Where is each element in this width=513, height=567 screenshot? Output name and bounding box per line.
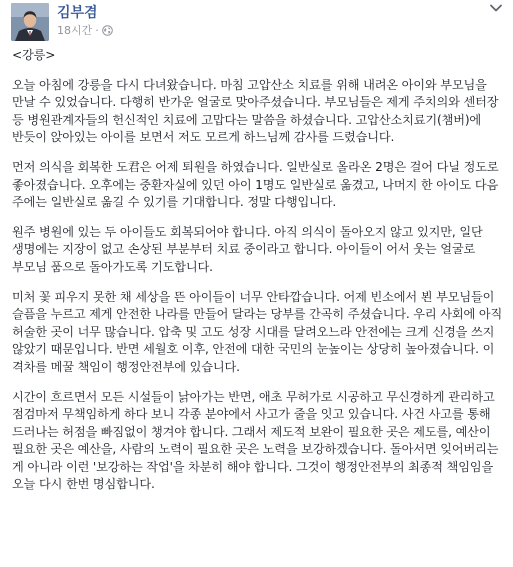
post-paragraph: 시간이 흐르면서 모든 시설들이 낡아가는 반면, 애초 무허가로 시공하고 무신경하게 관리하고 점검마저 무책임하게 하다 보니 각종 분야에서 사고가 줄을 잇고 있습니다. 사건 사고를 통해 드러나는 허점을 빠짐없이 챙겨야 합니다. 그래서 제도적 보완이 필요한 곳은 제도를, 예산이 필요한 곳은 예산을, 사람의 노력이 필요한 곳은 노력을 보강하겠습니다. 돌아서면 잊어버리는 게 아니라 이런 '보강하는 작업'을 차분히 해야 합니다. 그것이 행정안전부의 최종적 책임임을 오늘 다시 한번 명심합니다. xyxy=(12,389,499,492)
meta-separator: · xyxy=(95,23,99,37)
post-paragraph: 원주 병원에 있는 두 아이들도 회복되어야 합니다. 아직 의식이 돌아오지 않고 있지만, 일단 생명에는 지장이 없고 손상된 부분부터 치료 중이라고 합니다. 아이들이 어서 웃는 얼굴로 부모님 품으로 돌아가도록 기도합니다. xyxy=(12,224,483,274)
author-name-link[interactable]: 김부겸 xyxy=(57,5,98,21)
post-paragraph: 미처 꽃 피우지 못한 채 세상을 뜬 아이들이 너무 안타깝습니다. 어제 빈소에서 뵌 부모님들이 슬픔을 누르고 제게 안전한 나라를 만들어 달라는 당부를 간곡히 주셨습니다. 우리 사회에 아직 허술한 곳이 너무 많습니다. 압축 및 고도 성장 시대를 달려오느라 안전에는 크게 신경을 쓰지 않았기 때문입니다. 반면 세월호 이후, 안전에 대한 국민의 눈높이는 상당히 높아졌습니다. 이 격차를 메꿀 책임이 행정안전부에 있습니다. xyxy=(12,289,503,374)
post-paragraph: 오늘 아침에 강릉을 다시 다녀왔습니다. 마침 고압산소 치료를 위해 내려온 아이와 부모님을 만날 수 있었습니다. 다행히 반가운 얼굴로 맞아주셨습니다. 부모님들은 제게 주치의와 센터장 등 병원관계자들의 헌신적인 치료에 고맙다는 말씀을 하셨습니다. 고압산소치료기(챔버)에 반듯이 앉아있는 아이를 보면서 저도 모르게 하느님께 감사를 드렸습니다. xyxy=(12,77,499,145)
post-meta xyxy=(57,22,113,38)
avatar-portrait-icon xyxy=(11,3,49,41)
post-body xyxy=(12,47,506,506)
author-avatar[interactable] xyxy=(11,3,49,41)
globe-icon xyxy=(102,25,113,36)
post-title: <강릉> xyxy=(12,48,56,62)
post-header xyxy=(0,0,513,42)
post-timestamp-link[interactable]: 18시간 xyxy=(57,24,93,37)
post-paragraph: 먼저 의식을 회복한 도君은 어제 퇴원을 하였습니다. 일반실로 올라온 2명은 걸어 다닐 정도로 좋아졌습니다. 오후에는 중환자실에 있던 아이 1명도 일반실로 옮겼고, 나머지 한 아이도 다음 주에는 일반실로 옮길 수 있기를 기대합니다. 정말 다행입니다. xyxy=(12,159,499,210)
chevron-down-icon[interactable] xyxy=(487,0,505,14)
